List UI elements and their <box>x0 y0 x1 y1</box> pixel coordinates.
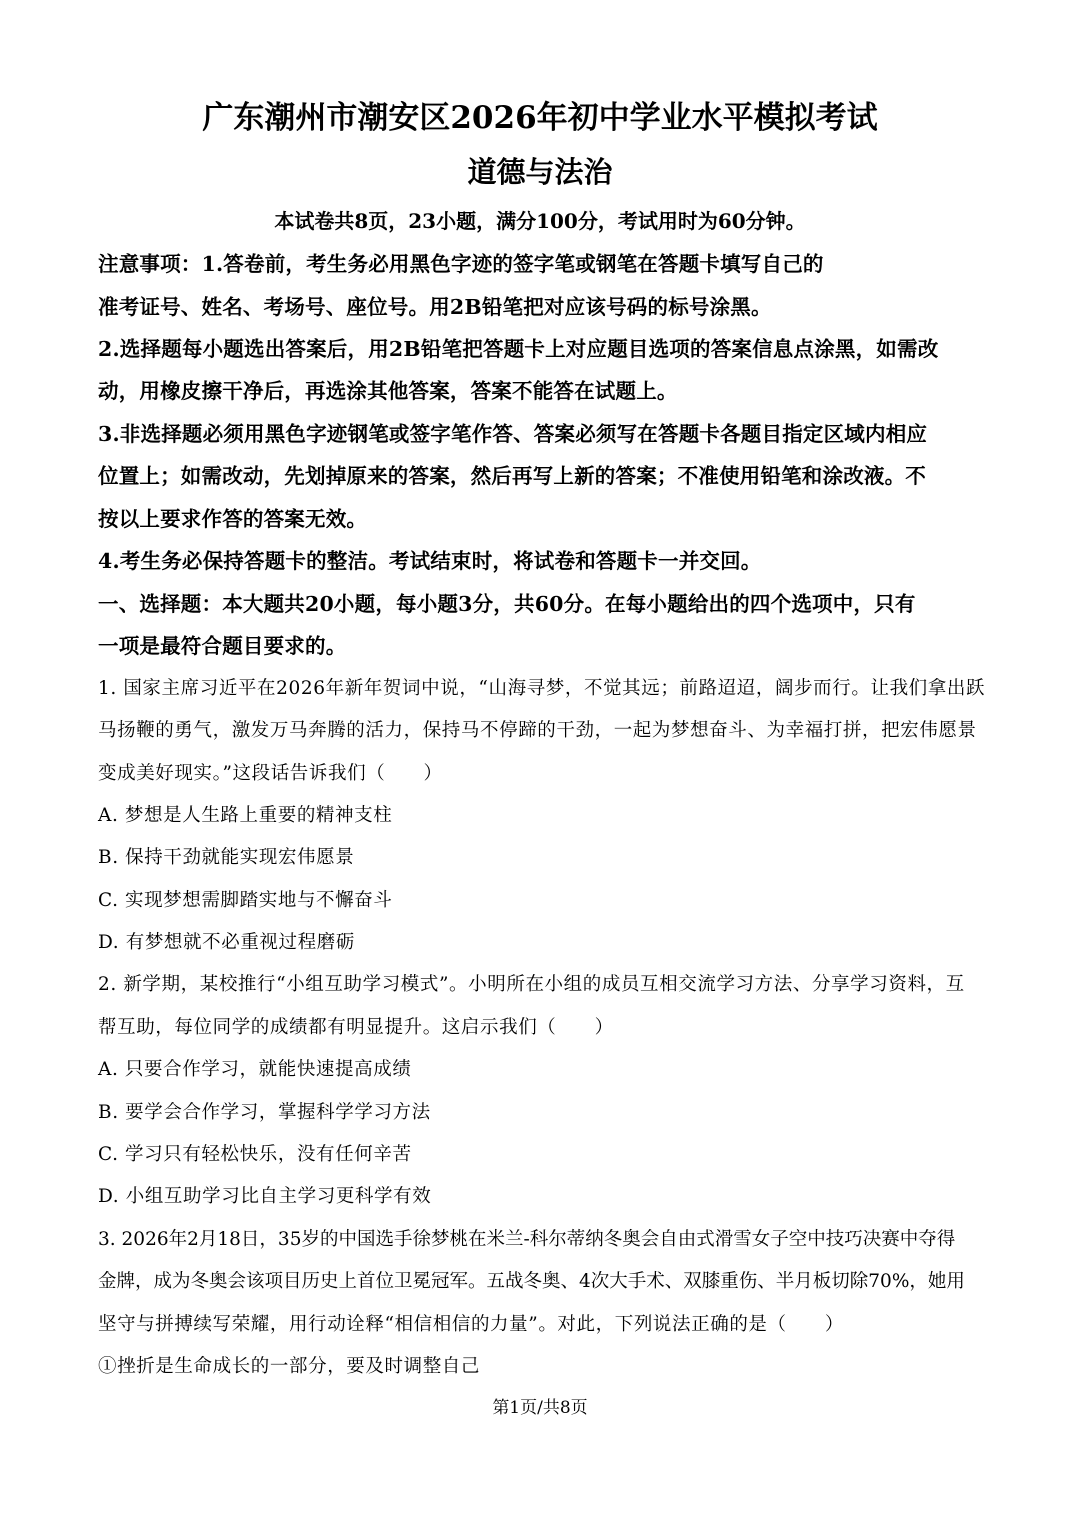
section-heading: 一、选择题：本大题共20小题，每小题3分，共60分。在每小题给出的四个选项中，只有 <box>98 592 916 616</box>
section-heading: 一项是最符合题目要求的。 <box>98 634 347 658</box>
notice-line: 动，用橡皮擦干净后，再选涂其他答案，答案不能答在试题上。 <box>98 379 678 403</box>
subject-title: 道德与法治 <box>467 155 613 189</box>
notice-line: 按以上要求作答的答案无效。 <box>98 507 368 531</box>
question-2-option-d: D. 小组互助学习比自主学习更科学有效 <box>98 1186 432 1207</box>
question-3-text: 金牌，成为冬奥会该项目历史上首位卫冕冠军。五战冬奥、4次大手术、双膝重伤、半月板切除70%，她用 <box>98 1271 965 1292</box>
notice-line: 准考证号、姓名、考场号、座位号。用2B铅笔把对应该号码的标号涂黑。 <box>98 295 772 319</box>
question-2-option-b: B. 要学会合作学习，掌握科学学习方法 <box>98 1102 431 1123</box>
page-number: 第1页/共8页 <box>492 1398 588 1418</box>
question-3-item-1: ①挫折是生命成长的一部分，要及时调整自己 <box>98 1356 481 1377</box>
question-1-text: 变成美好现实。”这段话告诉我们（ ） <box>98 763 443 784</box>
notice-line: 4.考生务必保持答题卡的整洁。考试结束时，将试卷和答题卡一并交回。 <box>98 549 762 573</box>
question-1-option-b: B. 保持干劲就能实现宏伟愿景 <box>98 847 355 868</box>
question-3-text: 3. 2026年2月18日，35岁的中国选手徐梦桃在米兰-科尔蒂纳冬奥会自由式滑雪女子空中技巧决赛中夺得 <box>98 1229 956 1250</box>
notice-line: 2.选择题每小题选出答案后，用2B铅笔把答题卡上对应题目选项的答案信息点涂黑，如需改 <box>98 337 939 361</box>
question-1-text: 1. 国家主席习近平在2026年新年贺词中说，“山海寻梦，不觉其远；前路迢迢，阔步而行。让我们拿出跃 <box>98 678 986 699</box>
question-1-option-d: D. 有梦想就不必重视过程磨砺 <box>98 932 355 953</box>
question-2-option-a: A. 只要合作学习，就能快速提高成绩 <box>98 1059 412 1080</box>
notice-line: 注意事项：1.答卷前，考生务必用黑色字迹的签字笔或钢笔在答题卡填写自己的 <box>98 252 824 276</box>
exam-title: 广东潮州市潮安区2026年初中学业水平模拟考试 <box>202 100 878 136</box>
question-3-text: 坚守与拼搏续写荣耀，用行动诠释“相信相信的力量”。对此，下列说法正确的是（ ） <box>98 1314 844 1335</box>
exam-info: 本试卷共8页，23小题，满分100分，考试用时为60分钟。 <box>274 209 806 233</box>
notice-line: 3.非选择题必须用黑色字迹钢笔或签字笔作答、答案必须写在答题卡各题目指定区域内相应 <box>98 422 928 446</box>
question-1-option-c: C. 实现梦想需脚踏实地与不懈奋斗 <box>98 890 393 911</box>
question-2-text: 帮互助，每位同学的成绩都有明显提升。这启示我们（ ） <box>98 1017 614 1038</box>
notice-line: 位置上；如需改动，先划掉原来的答案，然后再写上新的答案；不准使用铅笔和涂改液。不 <box>98 464 926 488</box>
question-1-text: 马扬鞭的勇气，激发万马奔腾的活力，保持马不停蹄的干劲，一起为梦想奋斗、为幸福打拼，把宏伟愿景 <box>98 720 977 741</box>
question-2-text: 2. 新学期，某校推行“小组互助学习模式”。小明所在小组的成员互相交流学习方法、分享学习资料，互 <box>98 974 965 995</box>
question-2-option-c: C. 学习只有轻松快乐，没有任何辛苦 <box>98 1144 412 1165</box>
question-1-option-a: A. 梦想是人生路上重要的精神支柱 <box>98 805 393 826</box>
